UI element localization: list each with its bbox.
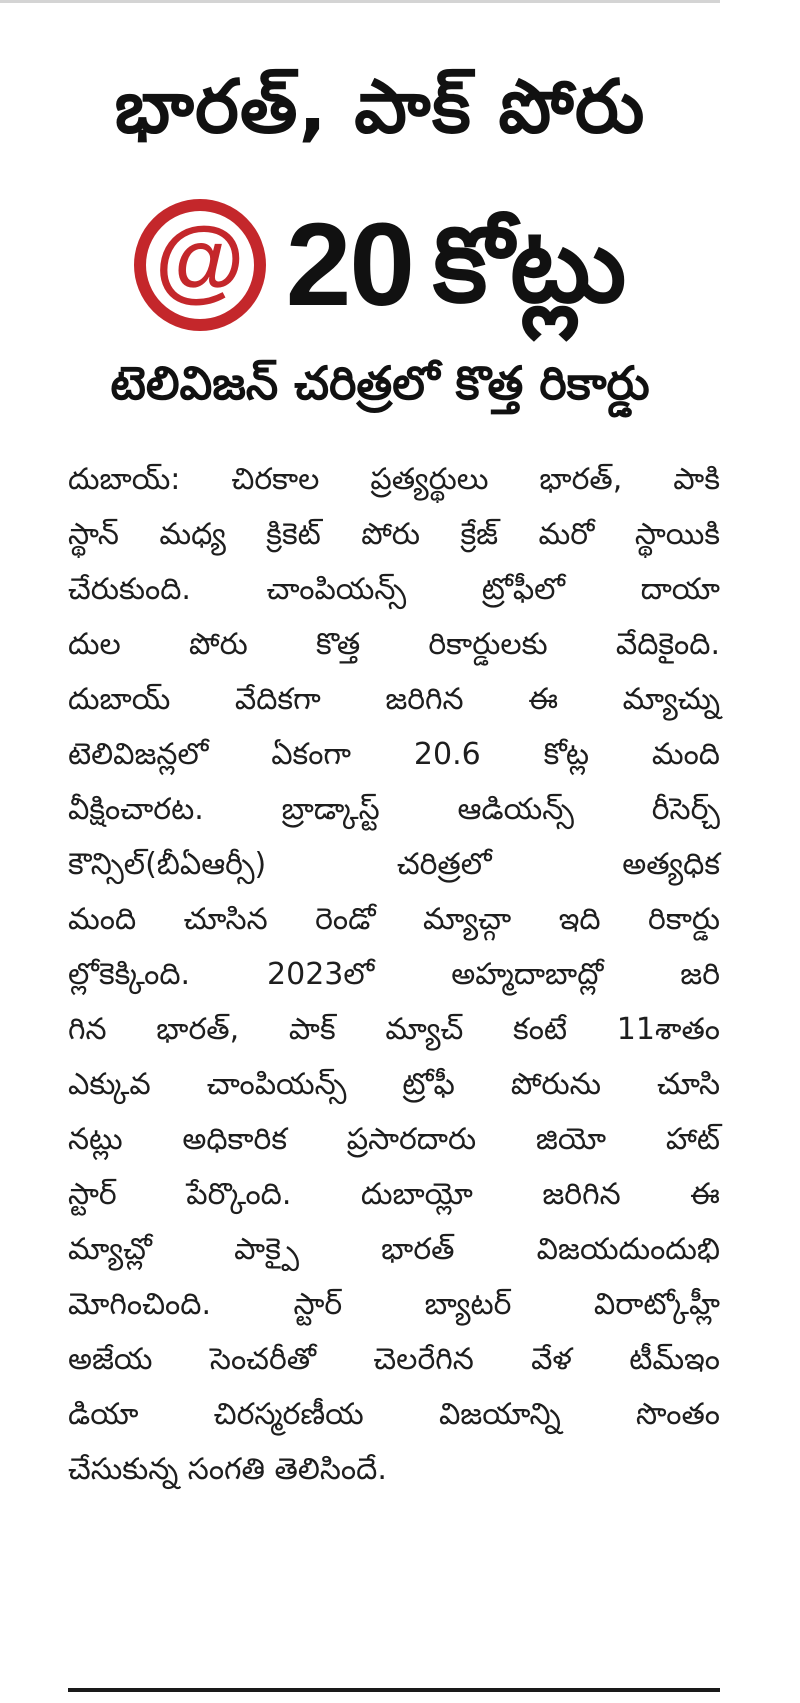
headline-word: కోట్లు (432, 204, 627, 326)
body-line: దుబాయ్ వేదికగా జరిగిన ఈ మ్యాచ్ను (68, 682, 720, 717)
body-line: ఎక్కువ చాంపియన్స్ ట్రోఫీ పోరును చూసి (68, 1067, 720, 1102)
body-line: ల్లోకెక్కింది. 2023లో అహ్మదాబాద్లో జరి (68, 957, 720, 992)
at-symbol-graphic (134, 199, 266, 331)
body-line: స్థాన్ మధ్య క్రికెట్ పోరు క్రేజ్ మరో స్థాయికి (68, 517, 720, 552)
body-line: దుల పోరు కొత్త రికార్డులకు వేదికైంది. (68, 627, 720, 662)
body-line: మంది చూసిన రెండో మ్యాచ్గా ఇది రికార్డు (68, 902, 720, 937)
subheadline: టెలివిజన్ చరిత్రలో కొత్త రికార్డు (110, 356, 650, 410)
article-body (68, 452, 720, 1497)
body-line: నట్లు అధికారిక ప్రసారదారు జియో హాట్ (68, 1122, 720, 1157)
body-line: అజేయ సెంచరీతో చెలరేగిన వేళ టీమ్ఇం (68, 1342, 720, 1377)
body-line: మ్యాచ్లో పాక్పై భారత్ విజయదుందుభి (68, 1232, 720, 1267)
body-line: కౌన్సిల్(బీఏఆర్సీ) చరిత్రలో అత్యధిక (68, 847, 720, 882)
top-divider (0, 0, 720, 3)
headline-line-2 (0, 190, 760, 340)
body-line: గిన భారత్, పాక్ మ్యాచ్ కంటే 11శాతం (68, 1012, 720, 1047)
at-symbol: @ (154, 209, 245, 311)
body-line: చేరుకుంది. చాంపియన్స్ ట్రోఫీలో దాయా (68, 572, 720, 607)
body-line: డియా చిరస్మరణీయ విజయాన్ని సొంతం (68, 1397, 720, 1432)
body-line: దుబాయ్: చిరకాల ప్రత్యర్థులు భారత్, పాకి (68, 462, 720, 497)
body-line: టెలివిజన్లలో ఏకంగా 20.6 కోట్ల మంది (68, 737, 720, 772)
body-line: వీక్షించారట. బ్రాడ్కాస్ట్ ఆడియన్స్ రీసెర్చ్ (68, 792, 720, 827)
headline-line-1: భారత్, పాక్ పోరు (114, 64, 646, 150)
body-line: మోగించింది. స్టార్ బ్యాటర్ విరాట్కోహ్లీ (68, 1287, 720, 1322)
body-line: స్టార్ పేర్కొంది. దుబాయ్లో జరిగిన ఈ (68, 1177, 720, 1212)
headline-number: 20 (285, 199, 413, 331)
bottom-divider (68, 1688, 720, 1692)
body-line: చేసుకున్న సంగతి తెలిసిందే. (68, 1452, 387, 1487)
